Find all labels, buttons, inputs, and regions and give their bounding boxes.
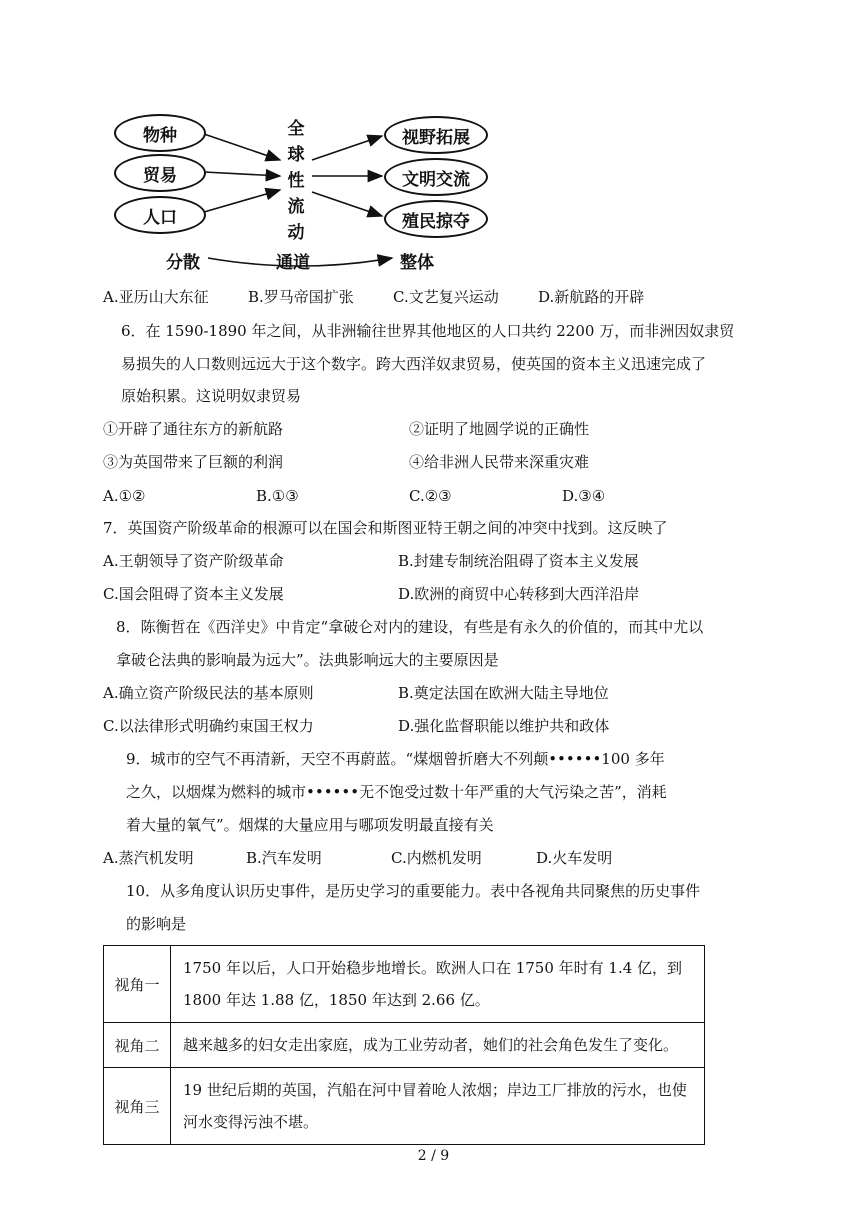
node-exchange: 文明交流 [384, 158, 488, 196]
center-char: 球 [287, 145, 305, 165]
row-line: 河水变得污浊不堪。 [183, 1113, 319, 1131]
q9-option-c: C.内燃机发明 [391, 849, 482, 867]
q6-item-3: ③为英国带来了巨额的利润 [103, 453, 284, 471]
q5-option-d: D.新航路的开辟 [538, 288, 645, 306]
q8-option-a: A.确立资产阶级民法的基本原则 [103, 684, 314, 702]
row-content [171, 1023, 705, 1068]
node-colonial: 殖民掠夺 [384, 200, 488, 238]
center-char: 性 [287, 171, 305, 191]
q6-option-b: B.①③ [256, 487, 299, 505]
table-row [104, 1023, 705, 1068]
perspectives-table [103, 945, 705, 1145]
center-char: 全 [287, 119, 305, 139]
node-horizon: 视野拓展 [384, 116, 488, 154]
row-line: 越来越多的妇女走出家庭，成为工业劳动者，她们的社会角色发生了变化。 [183, 1036, 679, 1054]
row-content [171, 1068, 705, 1145]
row-content [171, 946, 705, 1023]
center-char: 动 [287, 223, 305, 243]
table-row [104, 1068, 705, 1145]
q6-option-d: D.③④ [562, 487, 606, 505]
q9-option-d: D.火车发明 [536, 849, 613, 867]
q8-option-c: C.以法律形式明确约束国王权力 [103, 717, 314, 735]
center-char: 流 [287, 197, 305, 217]
table-row [104, 946, 705, 1023]
row-header: 视角一 [104, 946, 171, 1023]
q6-stem-line: 6．在 1590-1890 年之间，从非洲输往世界其他地区的人口共约 2200 万，而非洲因奴隶贸 [121, 322, 735, 340]
q9-stem-line: 之久，以烟煤为燃料的城市••••••无不饱受过数十年严重的大气污染之苦”，消耗 [126, 783, 667, 801]
q7-option-a: A.王朝领导了资产阶级革命 [103, 552, 284, 570]
row-line: 1800 年达 1.88 亿，1850 年达到 2.66 亿。 [183, 991, 490, 1009]
q5-option-a: A.亚历山大东征 [103, 288, 209, 306]
q10-stem-line: 10．从多角度认识历史事件，是历史学习的重要能力。表中各视角共同聚焦的历史事件 [126, 882, 701, 900]
q8-stem-line: 拿破仑法典的影响最为远大”。法典影响远大的主要原因是 [116, 651, 499, 669]
q6-option-a: A.①② [103, 487, 146, 505]
node-trade: 贸易 [114, 154, 206, 192]
label-whole: 整体 [400, 253, 434, 273]
q7-stem: 7．英国资产阶级革命的根源可以在国会和斯图亚特王朝之间的冲突中找到。这反映了 [103, 519, 668, 537]
q5-option-c: C.文艺复兴运动 [393, 288, 499, 306]
q7-option-b: B.封建专制统治阻碍了资本主义发展 [398, 552, 639, 570]
row-header: 视角二 [104, 1023, 171, 1068]
q6-item-1: ①开辟了通往东方的新航路 [103, 420, 284, 438]
q6-stem-line: 原始积累。这说明奴隶贸易 [121, 387, 302, 405]
page-number: 2 / 9 [417, 1148, 450, 1164]
q5-option-b: B.罗马帝国扩张 [248, 288, 354, 306]
q9-option-a: A.蒸汽机发明 [103, 849, 194, 867]
label-scattered: 分散 [166, 253, 200, 273]
q8-option-d: D.强化监督职能以维护共和政体 [398, 717, 610, 735]
center-label [282, 116, 310, 246]
row-line: 1750 年以后，人口开始稳步地增长。欧洲人口在 1750 年时有 1.4 亿，到 [183, 959, 683, 977]
q6-item-2: ②证明了地圆学说的正确性 [409, 420, 590, 438]
label-channel: 通道 [276, 253, 310, 273]
row-line: 19 世纪后期的英国，汽船在河中冒着呛人浓烟；岸边工厂排放的污水，也使 [183, 1081, 687, 1099]
q8-option-b: B.奠定法国在欧洲大陆主导地位 [398, 684, 609, 702]
q10-stem-line: 的影响是 [126, 915, 187, 933]
global-flow-diagram [100, 108, 520, 278]
q9-option-b: B.汽车发明 [246, 849, 322, 867]
q9-stem-line: 着大量的氧气”。烟煤的大量应用与哪项发明最直接有关 [126, 816, 494, 834]
q7-option-d: D.欧洲的商贸中心转移到大西洋沿岸 [398, 585, 640, 603]
node-population: 人口 [114, 196, 206, 234]
q6-option-c: C.②③ [409, 487, 452, 505]
q7-option-c: C.国会阻碍了资本主义发展 [103, 585, 284, 603]
q6-item-4: ④给非洲人民带来深重灾难 [409, 453, 590, 471]
node-species: 物种 [114, 114, 206, 152]
row-header: 视角三 [104, 1068, 171, 1145]
q8-stem-line: 8．陈衡哲在《西洋史》中肯定“拿破仑对内的建设，有些是有永久的价值的，而其中尤以 [116, 618, 704, 636]
q6-stem-line: 易损失的人口数则远远大于这个数字。跨大西洋奴隶贸易，使英国的资本主义迅速完成了 [121, 355, 707, 373]
q9-stem-line: 9．城市的空气不再清新，天空不再蔚蓝。“煤烟曾折磨大不列颠••••••100 多年 [126, 750, 665, 768]
